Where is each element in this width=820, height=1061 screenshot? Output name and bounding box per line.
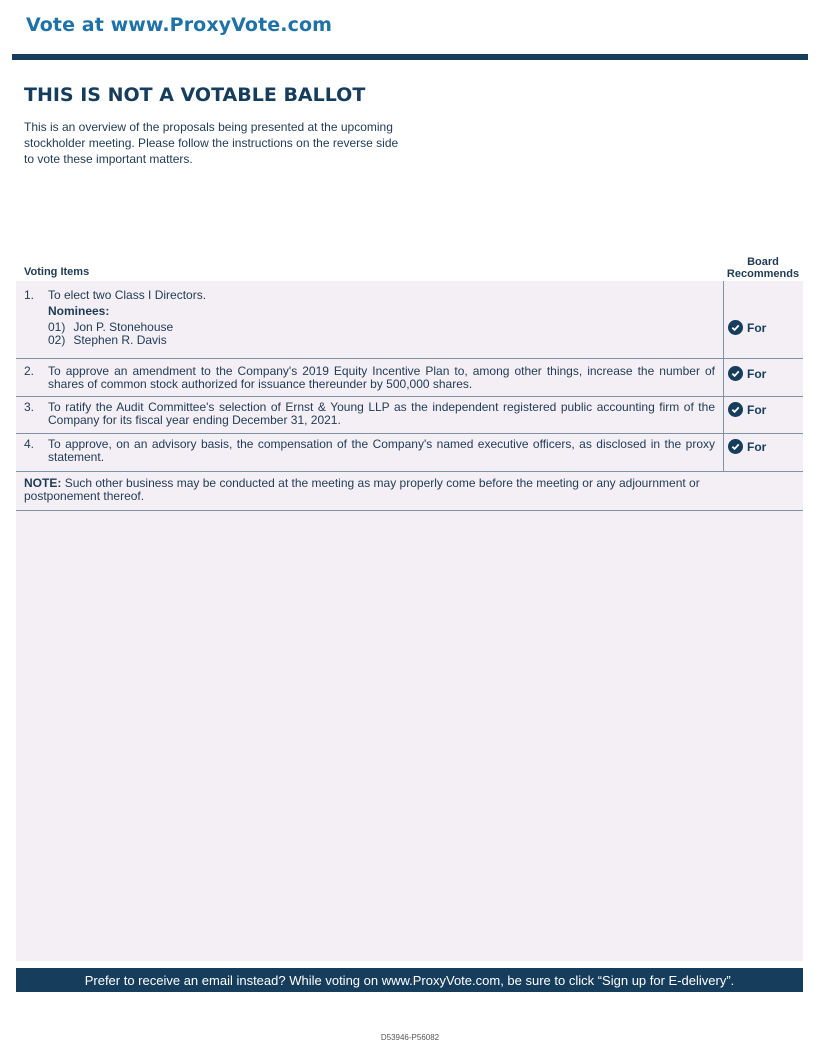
nominee-name: Stephen R. Davis: [73, 333, 167, 347]
nominees-label: Nominees:: [48, 304, 110, 318]
board-recommendation-cell: [723, 434, 804, 471]
nominee-name: Jon P. Stonehouse: [73, 320, 174, 334]
item-number: 1.: [24, 288, 35, 302]
voting-item-4: [16, 434, 803, 472]
voting-item-2: [16, 359, 803, 397]
item-text: To approve, on an advisory basis, the compensation of the Company's named executive officers, as disclosed in the proxy statement.: [48, 437, 715, 464]
item-number: 4.: [24, 437, 35, 451]
checkmark-icon: [728, 439, 743, 454]
item-text: To ratify the Audit Committee's selection of Ernst & Young LLP as the independent registered public accounting firm of the Company for its fiscal year ending December 31, 2021.: [48, 400, 715, 427]
checkmark-icon: [728, 320, 743, 335]
e-delivery-banner: [16, 968, 803, 992]
overview-text: This is an overview of the proposals being presented at the upcoming stockholder meeting. Please follow the instructions on the reverse side to vote these important matters.: [24, 120, 399, 166]
item-number: 3.: [24, 400, 35, 414]
board-recommendation-cell: [723, 359, 804, 396]
recommendation-label: For: [747, 320, 767, 335]
checkmark-icon: [728, 402, 743, 417]
voting-items-table: [16, 281, 803, 511]
voting-item-3: [16, 397, 803, 434]
board-recommendation-cell: [723, 281, 804, 358]
note-label: NOTE:: [24, 476, 62, 490]
note-body: Such other business may be conducted at the meeting as may properly come before the meeting or any adjournment or postponement thereof.: [24, 476, 700, 503]
header-divider: [12, 54, 808, 60]
recommendation-label: For: [747, 366, 767, 381]
item-text: To elect two Class I Directors.: [48, 288, 207, 302]
recommendation-label: For: [747, 402, 767, 417]
nominee-number: 01): [48, 320, 66, 334]
e-delivery-message: Prefer to receive an email instead? While voting on www.ProxyVote.com, be sure to click “Sign up for E-delivery”.: [84, 972, 735, 988]
checkmark-icon: [728, 366, 743, 381]
board-recommends-header: Board Recommends: [726, 256, 800, 280]
proxyvote-header-link[interactable]: Vote at www.ProxyVote.com: [26, 14, 332, 36]
voting-item-1: [16, 281, 803, 359]
item-text: To approve an amendment to the Company's 2019 Equity Incentive Plan to, among other things, increase the number of shares of common stock authorized for issuance thereunder by 500,000 shares.: [48, 364, 715, 391]
voting-items-header: Voting Items: [24, 266, 90, 278]
nominee-row: [48, 334, 715, 347]
note-row: [16, 472, 803, 511]
nominee-number: 02): [48, 333, 66, 347]
page-title: THIS IS NOT A VOTABLE BALLOT: [24, 84, 366, 106]
board-recommendation-cell: [723, 397, 804, 433]
document-code: D53946-P56082: [380, 1033, 440, 1042]
item-number: 2.: [24, 364, 35, 378]
note-text: [16, 472, 732, 510]
recommendation-label: For: [747, 439, 767, 454]
